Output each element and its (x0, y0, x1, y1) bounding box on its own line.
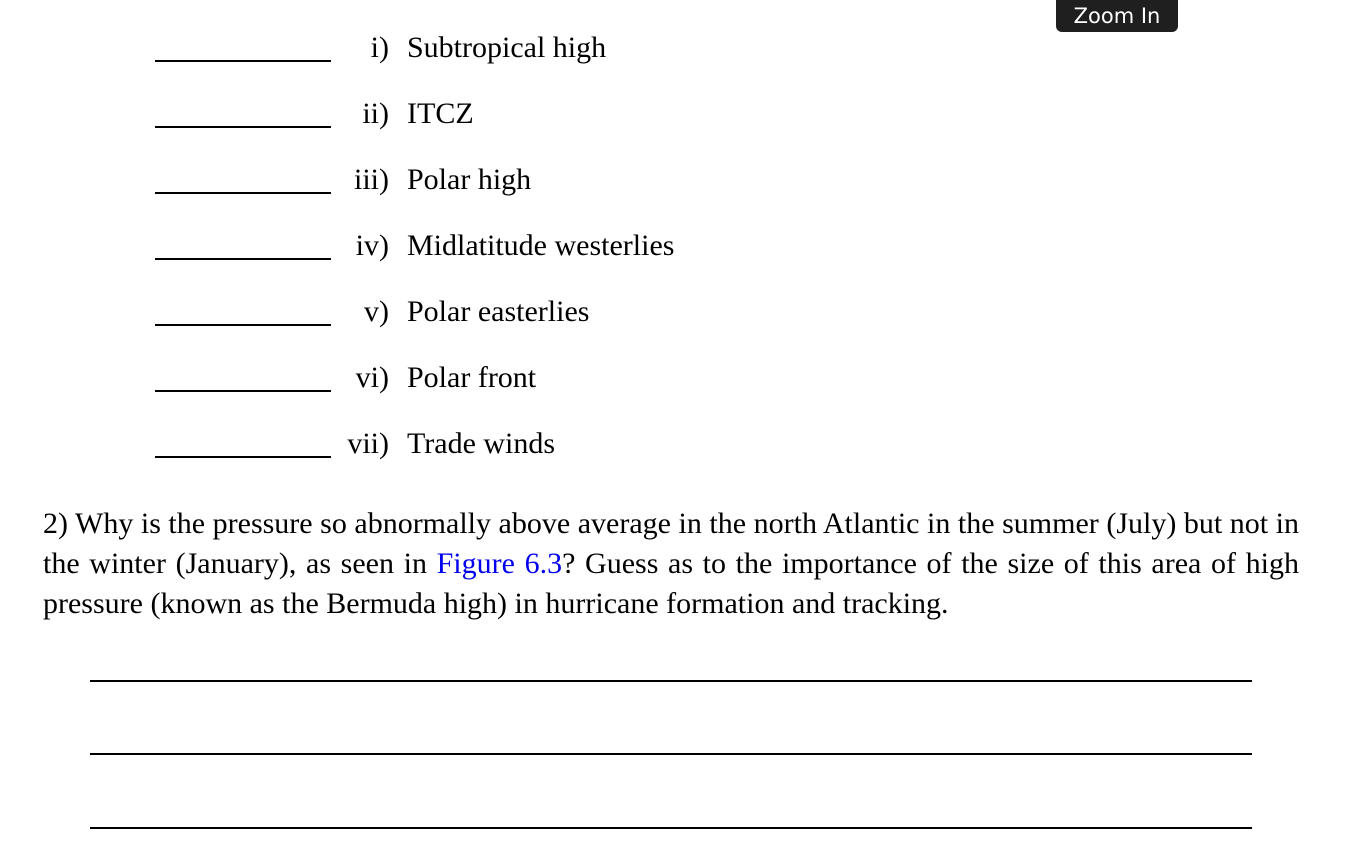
figure-link[interactable]: Figure 6.3 (436, 547, 563, 580)
answer-blank[interactable] (155, 192, 331, 194)
answer-blank[interactable] (155, 126, 331, 128)
answer-blank[interactable] (155, 390, 331, 392)
item-numeral: iv) (355, 229, 389, 262)
item-term: Polar front (407, 361, 537, 394)
item-numeral: vii) (347, 427, 389, 460)
answer-line[interactable] (90, 753, 1252, 755)
matching-item (0, 426, 900, 466)
question-text-after: ? Guess as to the importance of the size of this area of high pressure (known as the Bermuda high) in hurricane formation and tracking. (43, 547, 1299, 620)
item-term: Polar high (407, 163, 532, 196)
item-term: Trade winds (407, 427, 556, 460)
answer-blank[interactable] (155, 456, 331, 458)
item-numeral: vi) (355, 361, 389, 394)
answer-line[interactable] (90, 827, 1252, 829)
item-numeral: i) (370, 31, 389, 64)
matching-item (0, 162, 900, 202)
answer-blank[interactable] (155, 258, 331, 260)
matching-item (0, 360, 900, 400)
answer-blank[interactable] (155, 324, 331, 326)
question-2 (43, 504, 1299, 624)
item-numeral: v) (364, 295, 389, 328)
question-text-before: 2) Why is the pressure so abnormally above average in the north Atlantic in the summer (July) but not in the winter (January), as seen in (43, 507, 1299, 580)
item-term: Polar easterlies (407, 295, 590, 328)
matching-item (0, 294, 900, 334)
item-numeral: ii) (362, 97, 389, 130)
item-numeral: iii) (354, 163, 389, 196)
matching-item (0, 228, 900, 268)
zoom-in-button[interactable]: Zoom In (1056, 0, 1178, 32)
item-term: Subtropical high (407, 31, 607, 64)
item-term: ITCZ (407, 97, 474, 130)
matching-item (0, 96, 900, 136)
answer-line[interactable] (90, 680, 1252, 682)
item-term: Midlatitude westerlies (407, 229, 675, 262)
matching-item (0, 30, 900, 70)
answer-blank[interactable] (155, 60, 331, 62)
